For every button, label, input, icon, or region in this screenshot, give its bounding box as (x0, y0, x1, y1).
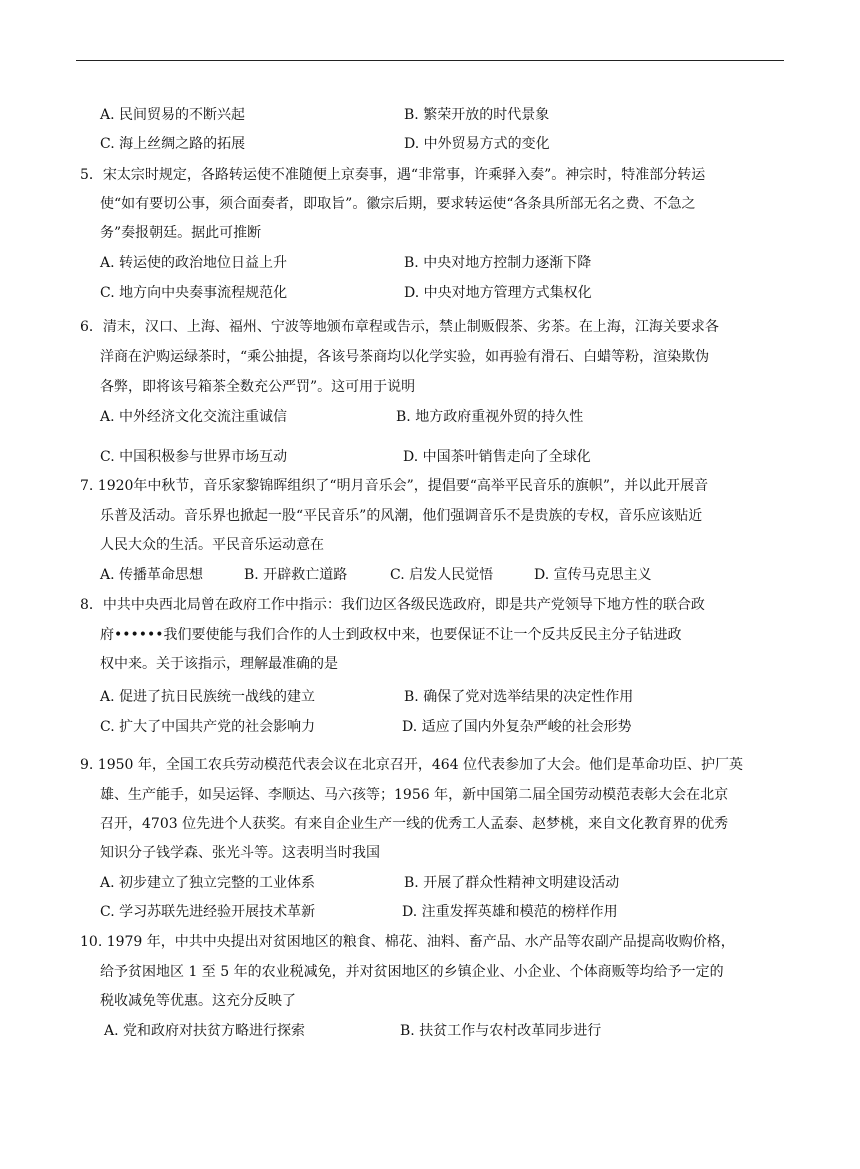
q9-option-b: B. 开展了群众性精神文明建设活动 (404, 875, 620, 891)
q8-option-d: D. 适应了国内外复杂严峻的社会形势 (402, 719, 632, 735)
q5-stem-line-3: 务”奏报朝廷。据此可推断 (100, 225, 262, 241)
q4-option-c: C. 海上丝绸之路的拓展 (100, 136, 246, 152)
q6-stem-line-3: 各弊，即将该号箱茶全数充公严罚”。这可用于说明 (100, 379, 416, 395)
q10-option-a: A. 党和政府对扶贫方略进行探索 (104, 1023, 306, 1039)
q6-option-b: B. 地方政府重视外贸的持久性 (396, 409, 584, 425)
q5-option-a: A. 转运使的政治地位日益上升 (100, 255, 288, 271)
q8-option-b: B. 确保了党对选举结果的决定性作用 (404, 689, 634, 705)
q9-option-a: A. 初步建立了独立完整的工业体系 (100, 875, 316, 891)
q4-option-b: B. 繁荣开放的时代景象 (404, 107, 550, 123)
q5-option-d: D. 中央对地方管理方式集权化 (404, 285, 592, 301)
q9-stem-line-2: 雄、生产能手，如吴运铎、李顺达、马六孩等；1956 年，新中国第二届全国劳动模范表彰大会在北京 (100, 787, 729, 803)
q10-stem-line-2: 给予贫困地区 1 至 5 年的农业税减免，并对贫困地区的乡镇企业、小企业、个体商贩等均给予一定的 (100, 964, 724, 980)
q9-stem-line-3: 召开，4703 位先进个人获奖。有来自企业生产一线的优秀工人孟泰、赵梦桃，来自文化教育界的优秀 (100, 816, 729, 832)
q8-stem-line-1: 8．中共中央西北局曾在政府工作中指示：我们边区各级民选政府，即是共产党领导下地方性的联合政 (80, 597, 705, 613)
q9-stem-line-4: 知识分子钱学森、张光斗等。这表明当时我国 (100, 845, 380, 861)
q7-option-c: C. 启发人民觉悟 (390, 567, 494, 583)
q6-option-c: C. 中国积极参与世界市场互动 (100, 449, 288, 465)
q7-stem-line-2: 乐普及活动。音乐界也掀起一股“平民音乐”的风潮，他们强调音乐不是贵族的专权，音乐应该贴近 (100, 508, 703, 524)
q6-stem-line-1: 6．清末，汉口、上海、福州、宁波等地颁布章程或告示，禁止制贩假茶、劣茶。在上海，江海关要求各 (80, 319, 719, 335)
q4-option-d: D. 中外贸易方式的变化 (404, 136, 550, 152)
q6-option-d: D. 中国茶叶销售走向了全球化 (403, 449, 591, 465)
q9-stem-line-1: 9. 1950 年，全国工农兵劳动模范代表会议在北京召开，464 位代表参加了大会。他们是革命功臣、护厂英 (80, 757, 744, 773)
q5-stem-line-2: 使“如有要切公事，须合面奏者，即取旨”。徽宗后期，要求转运使“各条具所部无名之费、不急之 (100, 196, 696, 212)
q8-stem-line-3: 权中来。关于该指示，理解最准确的是 (100, 656, 338, 672)
q10-stem-line-1: 10. 1979 年，中共中央提出对贫困地区的粮食、棉花、油料、畜产品、水产品等农副产品提高收购价格， (80, 934, 735, 950)
q5-stem-line-1: 5．宋太宗时规定，各路转运使不准随便上京奏事，遇“非常事，许乘驿入奏”。神宗时，特准部分转运 (80, 167, 706, 183)
q7-stem-line-1: 7. 1920年中秋节，音乐家黎锦晖组织了“明月音乐会”，提倡要“高举平民音乐的旗帜”，并以此开展音 (80, 478, 709, 494)
q5-option-c: C. 地方向中央奏事流程规范化 (100, 285, 288, 301)
q9-option-d: D. 注重发挥英雄和模范的榜样作用 (402, 904, 618, 920)
q7-stem-line-3: 人民大众的生活。平民音乐运动意在 (100, 537, 324, 553)
q5-option-b: B. 中央对地方控制力逐渐下降 (404, 255, 592, 271)
q9-option-c: C. 学习苏联先进经验开展技术革新 (100, 904, 316, 920)
q8-option-a: A. 促进了抗日民族统一战线的建立 (100, 689, 316, 705)
q10-stem-line-3: 税收减免等优惠。这充分反映了 (100, 993, 296, 1009)
q7-option-d: D. 宣传马克思主义 (534, 567, 652, 583)
q6-option-a: A. 中外经济文化交流注重诚信 (100, 409, 288, 425)
q4-option-a: A. 民间贸易的不断兴起 (100, 107, 246, 123)
q8-stem-line-2: 府••••••我们要使能与我们合作的人士到政权中来，也要保证不让一个反共反民主分子钻进政 (100, 627, 682, 643)
q10-option-b: B. 扶贫工作与农村改革同步进行 (400, 1023, 602, 1039)
q7-option-a: A. 传播革命思想 (100, 567, 204, 583)
header-rule (76, 60, 784, 61)
q6-stem-line-2: 洋商在沪购运绿茶时，“乘公抽提，各该号茶商均以化学实验，如再验有滑石、白蜡等粉，渲染欺伪 (100, 349, 710, 365)
q7-option-b: B. 开辟救亡道路 (244, 567, 348, 583)
q8-option-c: C. 扩大了中国共产党的社会影响力 (100, 719, 316, 735)
